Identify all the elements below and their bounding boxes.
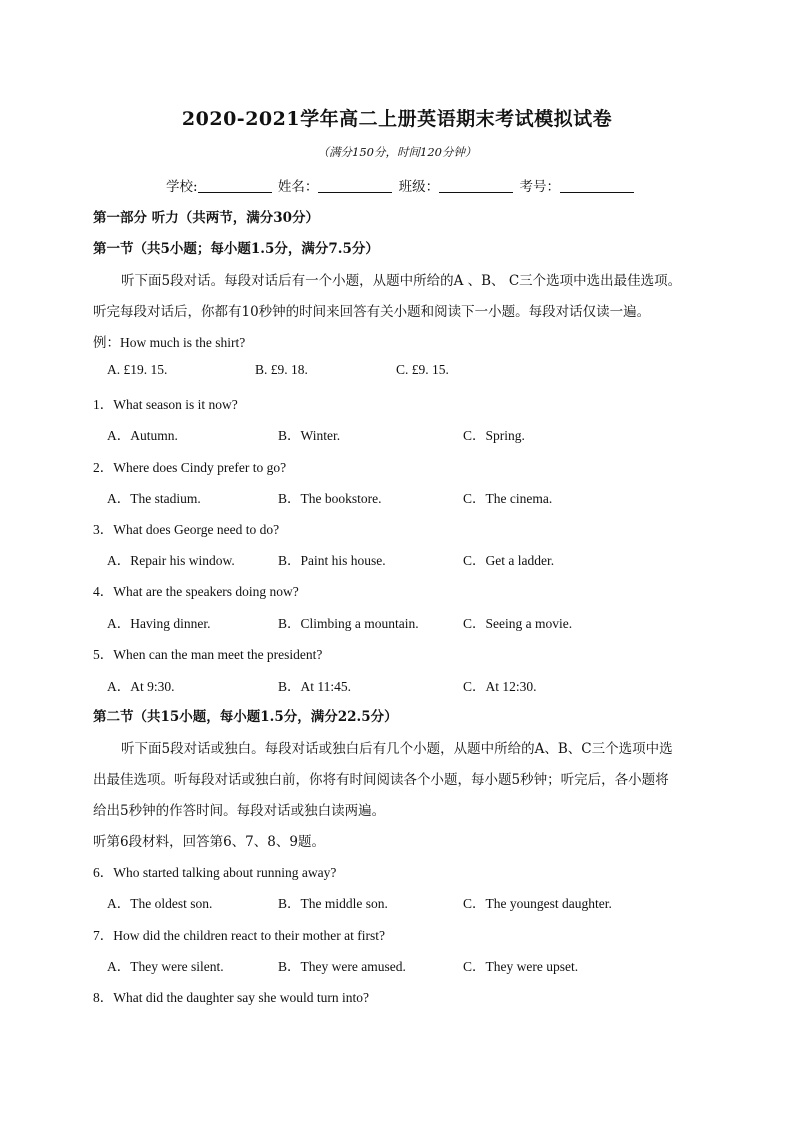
exam-title: 2020-2021学年高二上册英语期末考试模拟试卷 bbox=[181, 108, 613, 130]
question-5: 5．When can the man meet the president? bbox=[93, 647, 323, 662]
name-field[interactable] bbox=[318, 178, 392, 193]
part1-heading: 第一部分 听力（共两节，满分30分） bbox=[93, 210, 319, 226]
student-info-line bbox=[164, 175, 634, 195]
section1-heading: 第一节（共5小题；每小题1.5分，满分7.5分） bbox=[93, 241, 379, 257]
question-7: 7．How did the children react to their mother at first? bbox=[93, 928, 386, 943]
question-7-option-c[interactable]: C．They were upset. bbox=[463, 959, 579, 974]
question-6: 6．Who started talking about running away? bbox=[93, 865, 337, 880]
question-5-option-c[interactable]: C．At 12:30. bbox=[463, 679, 537, 694]
section1-instructions: 听下面5段对话。每段对话后有一个小题，从题中所给的A 、B、 C三个选项中选出最佳选项。 bbox=[121, 273, 682, 289]
question-6-option-c[interactable]: C．The youngest daughter. bbox=[463, 896, 612, 911]
question-6-option-a[interactable]: A．The oldest son. bbox=[107, 896, 213, 911]
question-4-option-a[interactable]: A．Having dinner. bbox=[107, 616, 211, 631]
section2-heading: 第二节（共15小题，每小题1.5分，满分22.5分） bbox=[93, 709, 398, 725]
section2-instructions: 出最佳选项。听每段对话或独白前，你将有时间阅读各个小题，每小题5秒钟；听完后，各小题将 bbox=[93, 772, 669, 788]
name-label: 姓名： bbox=[277, 179, 319, 195]
question-1-option-b[interactable]: B．Winter. bbox=[278, 428, 341, 443]
exam-number-label: 考号： bbox=[519, 179, 560, 195]
question-4: 4．What are the speakers doing now? bbox=[93, 584, 299, 599]
question-4-option-b[interactable]: B．Climbing a mountain. bbox=[278, 616, 419, 631]
material-note: 听第6段材料，回答第6、7、8、9题。 bbox=[93, 834, 325, 850]
example-option-b: B. £9. 18. bbox=[255, 362, 308, 377]
example-option-c: C. £9. 15. bbox=[396, 362, 449, 377]
exam-subtitle: （满分150分，时间120分钟） bbox=[317, 145, 477, 159]
question-3-option-c[interactable]: C．Get a ladder. bbox=[463, 553, 555, 568]
question-1: 1．What season is it now? bbox=[93, 397, 238, 412]
example-question: 例：How much is the shirt? bbox=[93, 335, 246, 350]
question-2: 2．Where does Cindy prefer to go? bbox=[93, 460, 287, 475]
question-5-option-a[interactable]: A．At 9:30. bbox=[107, 679, 175, 694]
question-4-option-c[interactable]: C．Seeing a movie. bbox=[463, 616, 573, 631]
question-3-option-a[interactable]: A．Repair his window. bbox=[107, 553, 235, 568]
question-8: 8．What did the daughter say she would turn into? bbox=[93, 990, 369, 1005]
question-3: 3．What does George need to do? bbox=[93, 522, 280, 537]
question-1-option-a[interactable]: A．Autumn. bbox=[107, 428, 178, 443]
question-2-option-b[interactable]: B．The bookstore. bbox=[278, 491, 382, 506]
question-2-option-a[interactable]: A．The stadium. bbox=[107, 491, 201, 506]
section1-instructions: 听完每段对话后，你都有10秒钟的时间来回答有关小题和阅读下一小题。每段对话仅读一遍。 bbox=[93, 304, 651, 320]
exam-number-field[interactable] bbox=[560, 178, 634, 193]
question-3-option-b[interactable]: B．Paint his house. bbox=[278, 553, 386, 568]
example-option-a: A. £19. 15. bbox=[107, 362, 168, 377]
question-1-option-c[interactable]: C．Spring. bbox=[463, 428, 525, 443]
section2-instructions: 给出5秒钟的作答时间。每段对话或独白读两遍。 bbox=[93, 803, 386, 819]
question-6-option-b[interactable]: B．The middle son. bbox=[278, 896, 388, 911]
section2-instructions: 听下面5段对话或独白。每段对话或独白后有几个小题，从题中所给的A、B、C三个选项中选 bbox=[121, 741, 673, 757]
class-label: 班级： bbox=[398, 179, 440, 195]
school-label: 学校: bbox=[166, 179, 198, 195]
school-field[interactable] bbox=[198, 178, 272, 193]
question-2-option-c[interactable]: C．The cinema. bbox=[463, 491, 553, 506]
class-field[interactable] bbox=[439, 178, 513, 193]
question-5-option-b[interactable]: B．At 11:45. bbox=[278, 679, 352, 694]
question-7-option-b[interactable]: B．They were amused. bbox=[278, 959, 406, 974]
question-7-option-a[interactable]: A．They were silent. bbox=[107, 959, 224, 974]
